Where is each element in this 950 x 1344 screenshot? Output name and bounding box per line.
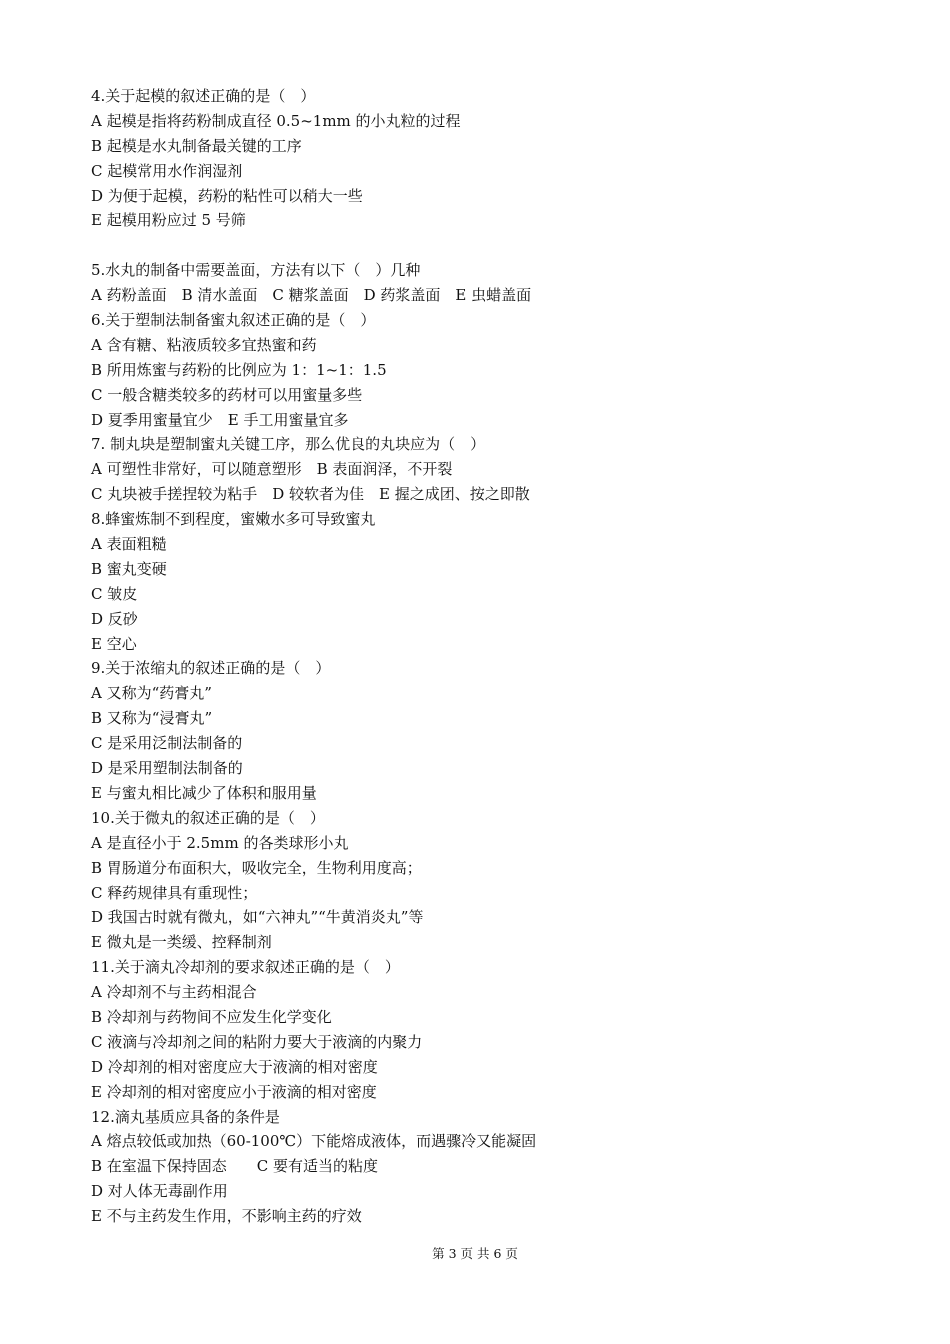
question-9-option-d: D 是采用塑制法制备的 (91, 759, 243, 778)
question-4-stem: 4.关于起模的叙述正确的是（ ） (91, 87, 316, 105)
question-9-stem: 9.关于浓缩丸的叙述正确的是（ ） (91, 659, 331, 678)
question-list (91, 84, 891, 1229)
question-10-option-a: A 是直径小于 2.5mm 的各类球形小丸 (91, 833, 349, 852)
question-6-option-c: C 一般含糖类较多的药材可以用蜜量多些 (91, 385, 363, 404)
question-11-option-e: E 冷却剂的相对密度应小于液滴的相对密度 (91, 1082, 377, 1101)
question-7-option-c-d-e: C 丸块被手搓捏较为粘手 D 较软者为佳 E 握之成团、按之即散 (91, 485, 530, 504)
question-10-stem: 10.关于微丸的叙述正确的是（ ） (91, 808, 325, 827)
question-6-option-b: B 所用炼蜜与药粉的比例应为 1：1~1：1.5 (91, 360, 387, 379)
question-9-option-b: B 又称为“浸膏丸” (91, 709, 213, 728)
question-4-option-e: E 起模用粉应过 5 号筛 (91, 211, 246, 230)
question-8-option-b: B 蜜丸变硬 (91, 559, 167, 578)
question-12-stem: 12.滴丸基质应具备的条件是 (91, 1107, 280, 1126)
question-8-option-d: D 反砂 (91, 609, 138, 628)
question-4-option-b: B 起模是水丸制备最关键的工序 (91, 136, 302, 155)
question-11-stem: 11.关于滴丸冷却剂的要求叙述正确的是（ ） (91, 958, 400, 977)
question-6-option-a: A 含有糖、粘液质较多宜热蜜和药 (91, 335, 317, 354)
question-11-option-b: B 冷却剂与药物间不应发生化学变化 (91, 1007, 332, 1026)
question-9-option-e: E 与蜜丸相比减少了体积和服用量 (91, 783, 317, 802)
question-10-option-c: C 释药规律具有重现性； (91, 883, 258, 902)
question-7-stem: 7. 制丸块是塑制蜜丸关键工序，那么优良的丸块应为（ ） (91, 435, 486, 454)
question-10-option-d: D 我国古时就有微丸，如“六神丸”“牛黄消炎丸”等 (91, 908, 424, 927)
question-12-option-a: A 熔点较低或加热（60-100℃）下能熔成液体，而遇骤冷又能凝固 (91, 1132, 537, 1151)
question-8-option-a: A 表面粗糙 (91, 535, 167, 554)
question-4-option-d: D 为便于起模，药粉的粘性可以稍大一些 (91, 186, 363, 205)
question-11-option-d: D 冷却剂的相对密度应大于液滴的相对密度 (91, 1057, 378, 1076)
question-8-option-c: C 皱皮 (91, 584, 138, 603)
question-12-option-b-c: B 在室温下保持固态 C 要有适当的粘度 (91, 1157, 379, 1176)
question-12-option-d: D 对人体无毒副作用 (91, 1182, 228, 1201)
question-9-option-c: C 是采用泛制法制备的 (91, 734, 243, 753)
page-footer: 第 3 页 共 6 页 (432, 1246, 518, 1261)
question-9-option-a: A 又称为“药膏丸” (91, 684, 212, 703)
question-6-option-d-e: D 夏季用蜜量宜少 E 手工用蜜量宜多 (91, 410, 349, 429)
blank-line (91, 233, 891, 258)
question-8-option-e: E 空心 (91, 634, 137, 653)
question-4-option-a: A 起模是指将药粉制成直径 0.5~1mm 的小丸粒的过程 (91, 111, 461, 130)
question-4-option-c: C 起模常用水作润湿剂 (91, 161, 243, 180)
question-11-option-a: A 冷却剂不与主药相混合 (91, 983, 257, 1002)
question-8-stem: 8.蜂蜜炼制不到程度，蜜嫩水多可导致蜜丸 (91, 510, 376, 529)
question-7-option-a-b: A 可塑性非常好，可以随意塑形 B 表面润泽，不开裂 (91, 460, 453, 479)
question-10-option-b: B 胃肠道分布面积大，吸收完全，生物利用度高； (91, 858, 422, 877)
question-5-stem: 5.水丸的制备中需要盖面，方法有以下（ ）几种 (91, 261, 421, 280)
question-10-option-e: E 微丸是一类缓、控释制剂 (91, 933, 272, 952)
question-6-stem: 6.关于塑制法制备蜜丸叙述正确的是（ ） (91, 311, 376, 330)
question-12-option-e: E 不与主药发生作用，不影响主药的疗效 (91, 1207, 362, 1226)
question-11-option-c: C 液滴与冷却剂之间的粘附力要大于液滴的内聚力 (91, 1032, 423, 1051)
question-5-options: A 药粉盖面 B 清水盖面 C 糖浆盖面 D 药浆盖面 E 虫蜡盖面 (91, 286, 532, 305)
